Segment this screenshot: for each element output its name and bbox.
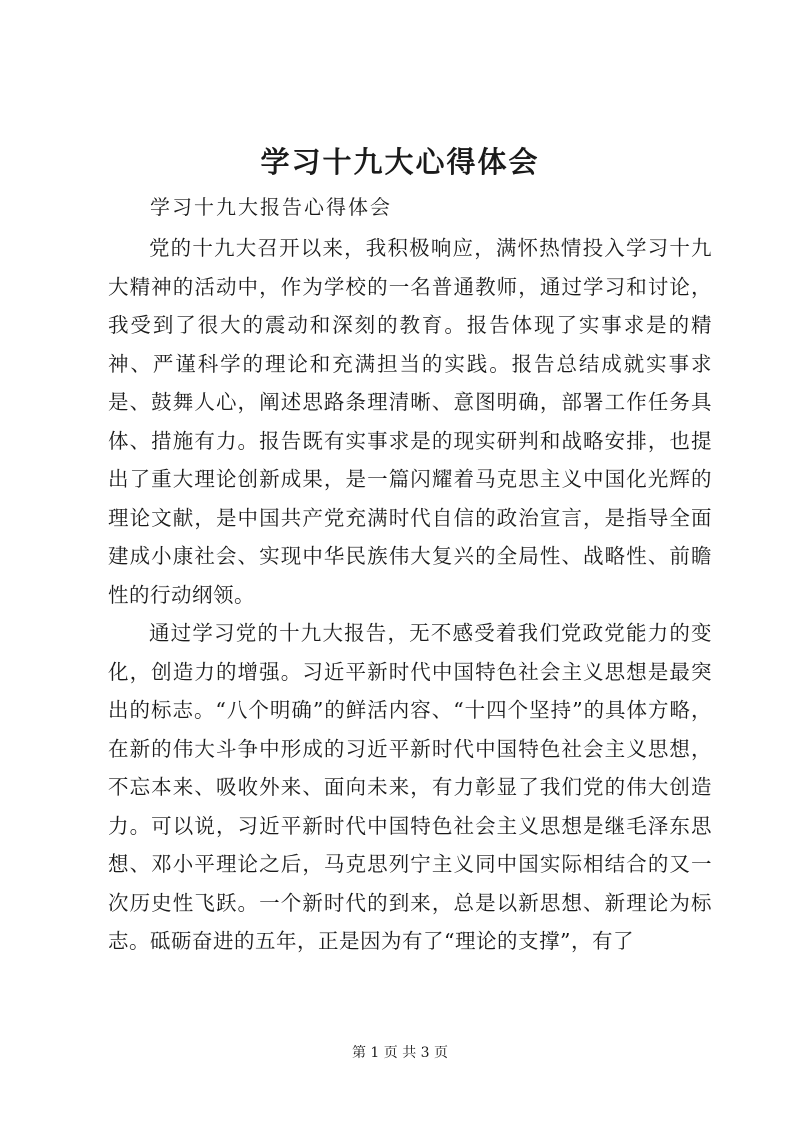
page-number-footer: 第 1 页 共 3 页 <box>351 1045 449 1061</box>
document-title: 学习十九大心得体会 <box>260 145 540 179</box>
document-subtitle: 学习十九大报告心得体会 <box>150 195 392 219</box>
paragraph-1: 党的十九大召开以来，我积极响应，满怀热情投入学习十九大精神的活动中，作为学校的一名普通教师，通过学习和讨论，我受到了很大的震动和深刻的教育。报告体现了实事求是的精神、严谨科学的理论和充满担当的实践。报告总结成就实事求是、鼓舞人心，阐述思路条理清晰、意图明确，部署工作任务具体、措施有力。报告既有实事求是的现实研判和战略安排，也提出了重大理论创新成果，是一篇闪耀着马克思主义中国化光辉的理论文献，是中国共产党充满时代自信的政治宣言，是指导全面建成小康社会、实现中华民族伟大复兴的全局性、战略性、前瞻性的行动纲领。 <box>108 236 712 607</box>
paragraph-2: 通过学习党的十九大报告，无不感受着我们党政党能力的变化，创造力的增强。习近平新时代中国特色社会主义思想是最突出的标志。“八个明确”的鲜活内容、“十四个坚持”的具体方略，在新的伟大斗争中形成的习近平新时代中国特色社会主义思想，不忘本来、吸收外来、面向未来，有力彰显了我们党的伟大创造力。可以说，习近平新时代中国特色社会主义思想是继毛泽东思想、邓小平理论之后，马克思列宁主义同中国实际相结合的又一次历史性飞跃。一个新时代的到来，总是以新思想、新理论为标志。砥砺奋进的五年，正是因为有了“理论的支撑”，有了 <box>108 621 712 953</box>
